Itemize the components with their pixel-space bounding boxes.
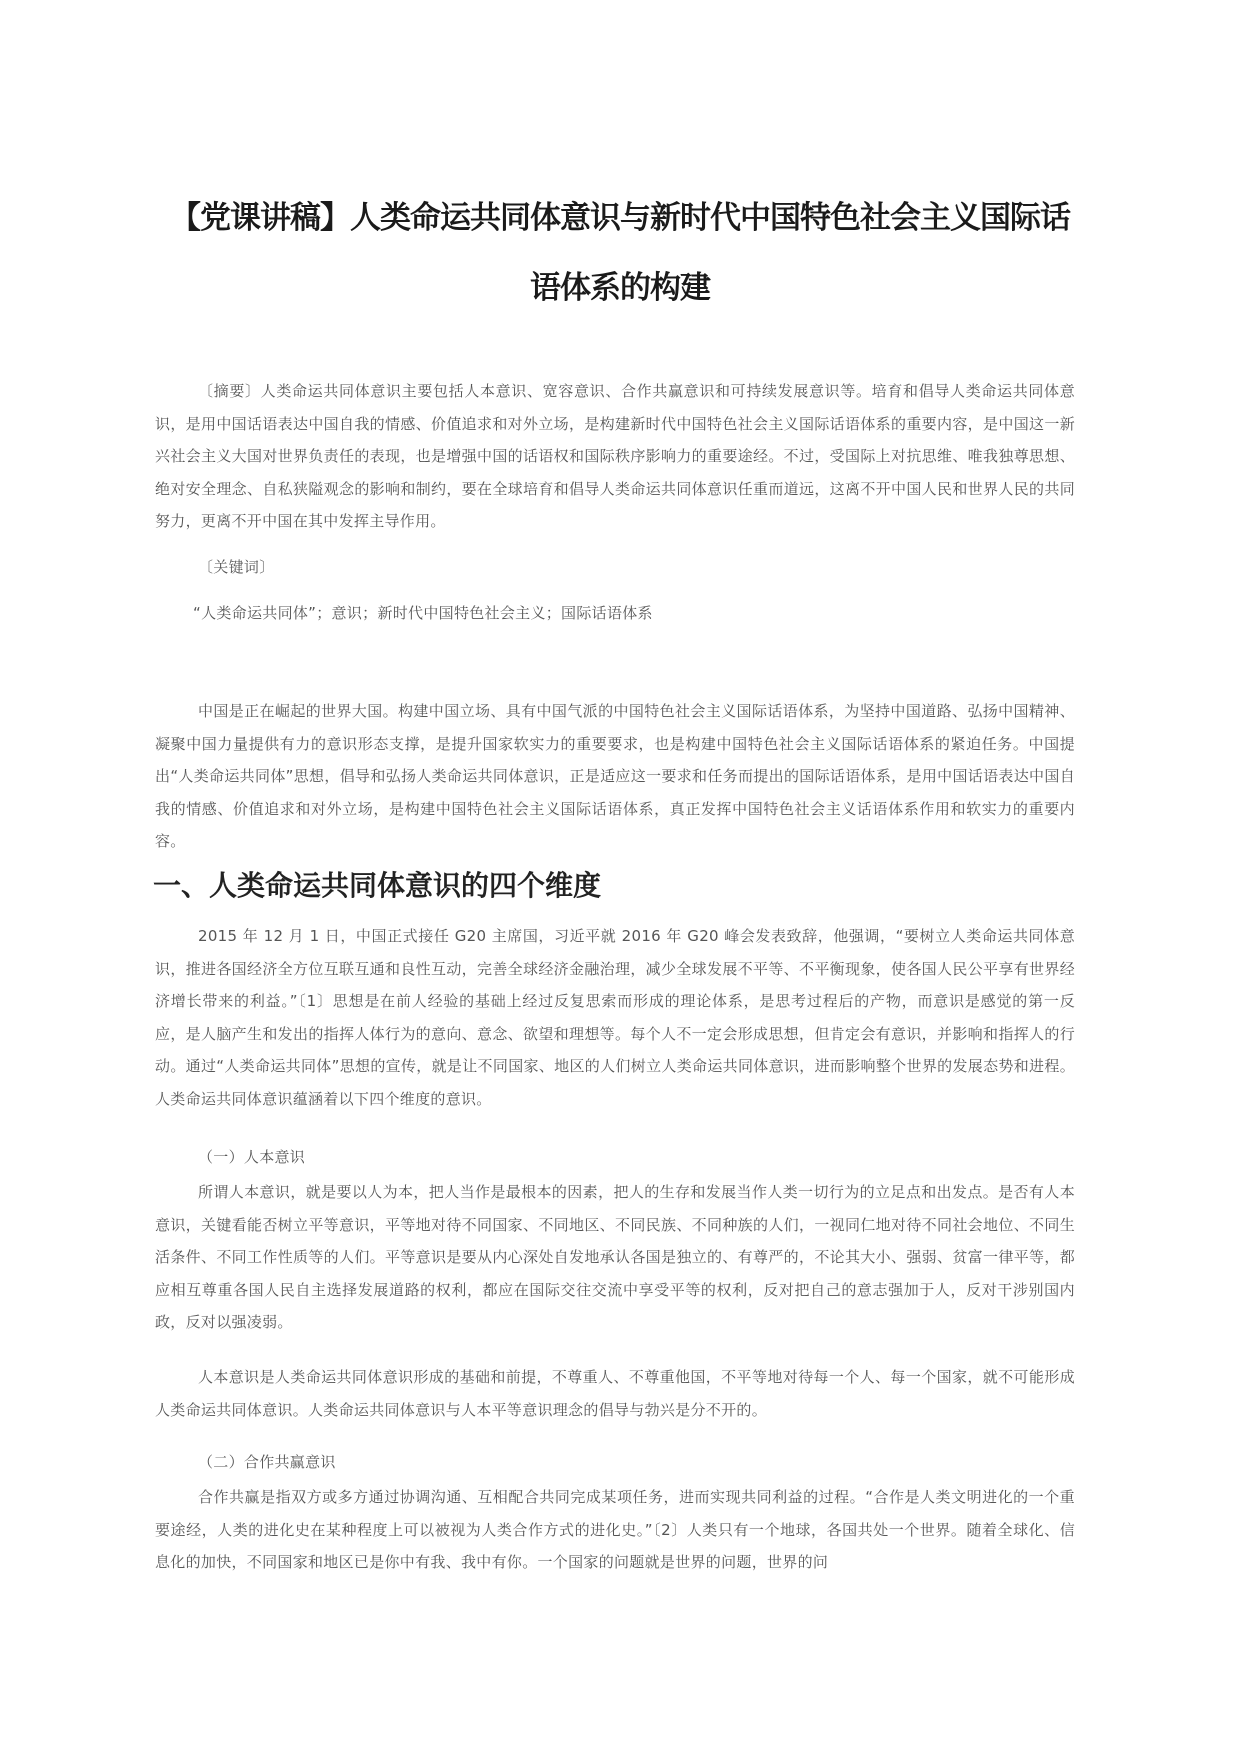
subsection-2-heading: （二）合作共赢意识 (198, 1453, 336, 1471)
document-title (150, 183, 1090, 323)
title-line-1: 【党课讲稿】人类命运共同体意识与新时代中国特色社会主义国际话 (170, 200, 1070, 236)
section-1-paragraph: 2015 年 12 月 1 日，中国正式接任 G20 主席国，习近平就 2016 年 G20 峰会发表致辞，他强调，“要树立人类命运共同体意识，推进各国经济全方位互联互通和良性互动，完善全球经济金融治理，减少全球发展不平等、不平衡现象，使各国人民公平享有世界经济增长带来的利益。”〔1〕思想是在前人经验的基础上经过反复思索而形成的理论体系，是思考过程后的产物，而意识是感觉的第一反应，是人脑产生和发出的指挥人体行为的意向、意念、欲望和理想等。每个人不一定会形成思想，但肯定会有意识，并影响和指挥人的行动。通过“人类命运共同体”思想的宣传，就是让不同国家、地区的人们树立人类命运共同体意识，进而影响整个世界的发展态势和进程。人类命运共同体意识蕴涵着以下四个维度的意识。 (155, 927, 1075, 1108)
keywords-label: 〔关键词〕 (198, 558, 275, 576)
keywords-text: “人类命运共同体”；意识；新时代中国特色社会主义；国际话语体系 (193, 604, 653, 622)
intro-paragraph: 中国是正在崛起的世界大国。构建中国立场、具有中国气派的中国特色社会主义国际话语体系，为坚持中国道路、弘扬中国精神、凝聚中国力量提供有力的意识形态支撑，是提升国家软实力的重要要求，也是构建中国特色社会主义国际话语体系的紧迫任务。中国提出“人类命运共同体”思想，倡导和弘扬人类命运共同体意识，正是适应这一要求和任务而提出的国际话语体系，是用中国话语表达中国自我的情感、价值追求和对外立场，是构建中国特色社会主义国际话语体系，真正发挥中国特色社会主义话语体系作用和软实力的重要内容。 (155, 702, 1075, 850)
subsection-1-paragraph-2: 人本意识是人类命运共同体意识形成的基础和前提，不尊重人、不尊重他国，不平等地对待每一个人、每一个国家，就不可能形成人类命运共同体意识。人类命运共同体意识与人本平等意识理念的倡导与勃兴是分不开的。 (155, 1368, 1075, 1419)
abstract-paragraph: 〔摘要〕人类命运共同体意识主要包括人本意识、宽容意识、合作共赢意识和可持续发展意识等。培育和倡导人类命运共同体意识，是用中国话语表达中国自我的情感、价值追求和对外立场，是构建新时代中国特色社会主义国际话语体系的重要内容，是中国这一新兴社会主义大国对世界负责任的表现，也是增强中国的话语权和国际秩序影响力的重要途经。不过，受国际上对抗思维、唯我独尊思想、绝对安全理念、自私狭隘观念的影响和制约，要在全球培育和倡导人类命运共同体意识任重而道远，这离不开中国人民和世界人民的共同努力，更离不开中国在其中发挥主导作用。 (155, 382, 1075, 530)
subsection-1-paragraph-1: 所谓人本意识，就是要以人为本，把人当作是最根本的因素，把人的生存和发展当作人类一切行为的立足点和出发点。是否有人本意识，关键看能否树立平等意识，平等地对待不同国家、不同地区、不同民族、不同种族的人们，一视同仁地对待不同社会地位、不同生活条件、不同工作性质等的人们。平等意识是要从内心深处自发地承认各国是独立的、有尊严的，不论其大小、强弱、贫富一律平等，都应相互尊重各国人民自主选择发展道路的权利，都应在国际交往交流中享受平等的权利，反对把自己的意志强加于人，反对干涉别国内政，反对以强凌弱。 (155, 1183, 1075, 1331)
subsection-2-paragraph: 合作共赢是指双方或多方通过协调沟通、互相配合共同完成某项任务，进而实现共同利益的过程。“合作是人类文明进化的一个重要途经，人类的进化史在某种程度上可以被视为人类合作方式的进化史。”〔2〕人类只有一个地球，各国共处一个世界。随着全球化、信息化的加快，不同国家和地区已是你中有我、我中有你。一个国家的问题就是世界的问题，世界的问 (155, 1488, 1075, 1571)
subsection-1-heading: （一）人本意识 (198, 1148, 306, 1166)
title-line-2: 语体系的构建 (530, 270, 710, 306)
section-1-heading: 一、人类命运共同体意识的四个维度 (153, 869, 602, 902)
